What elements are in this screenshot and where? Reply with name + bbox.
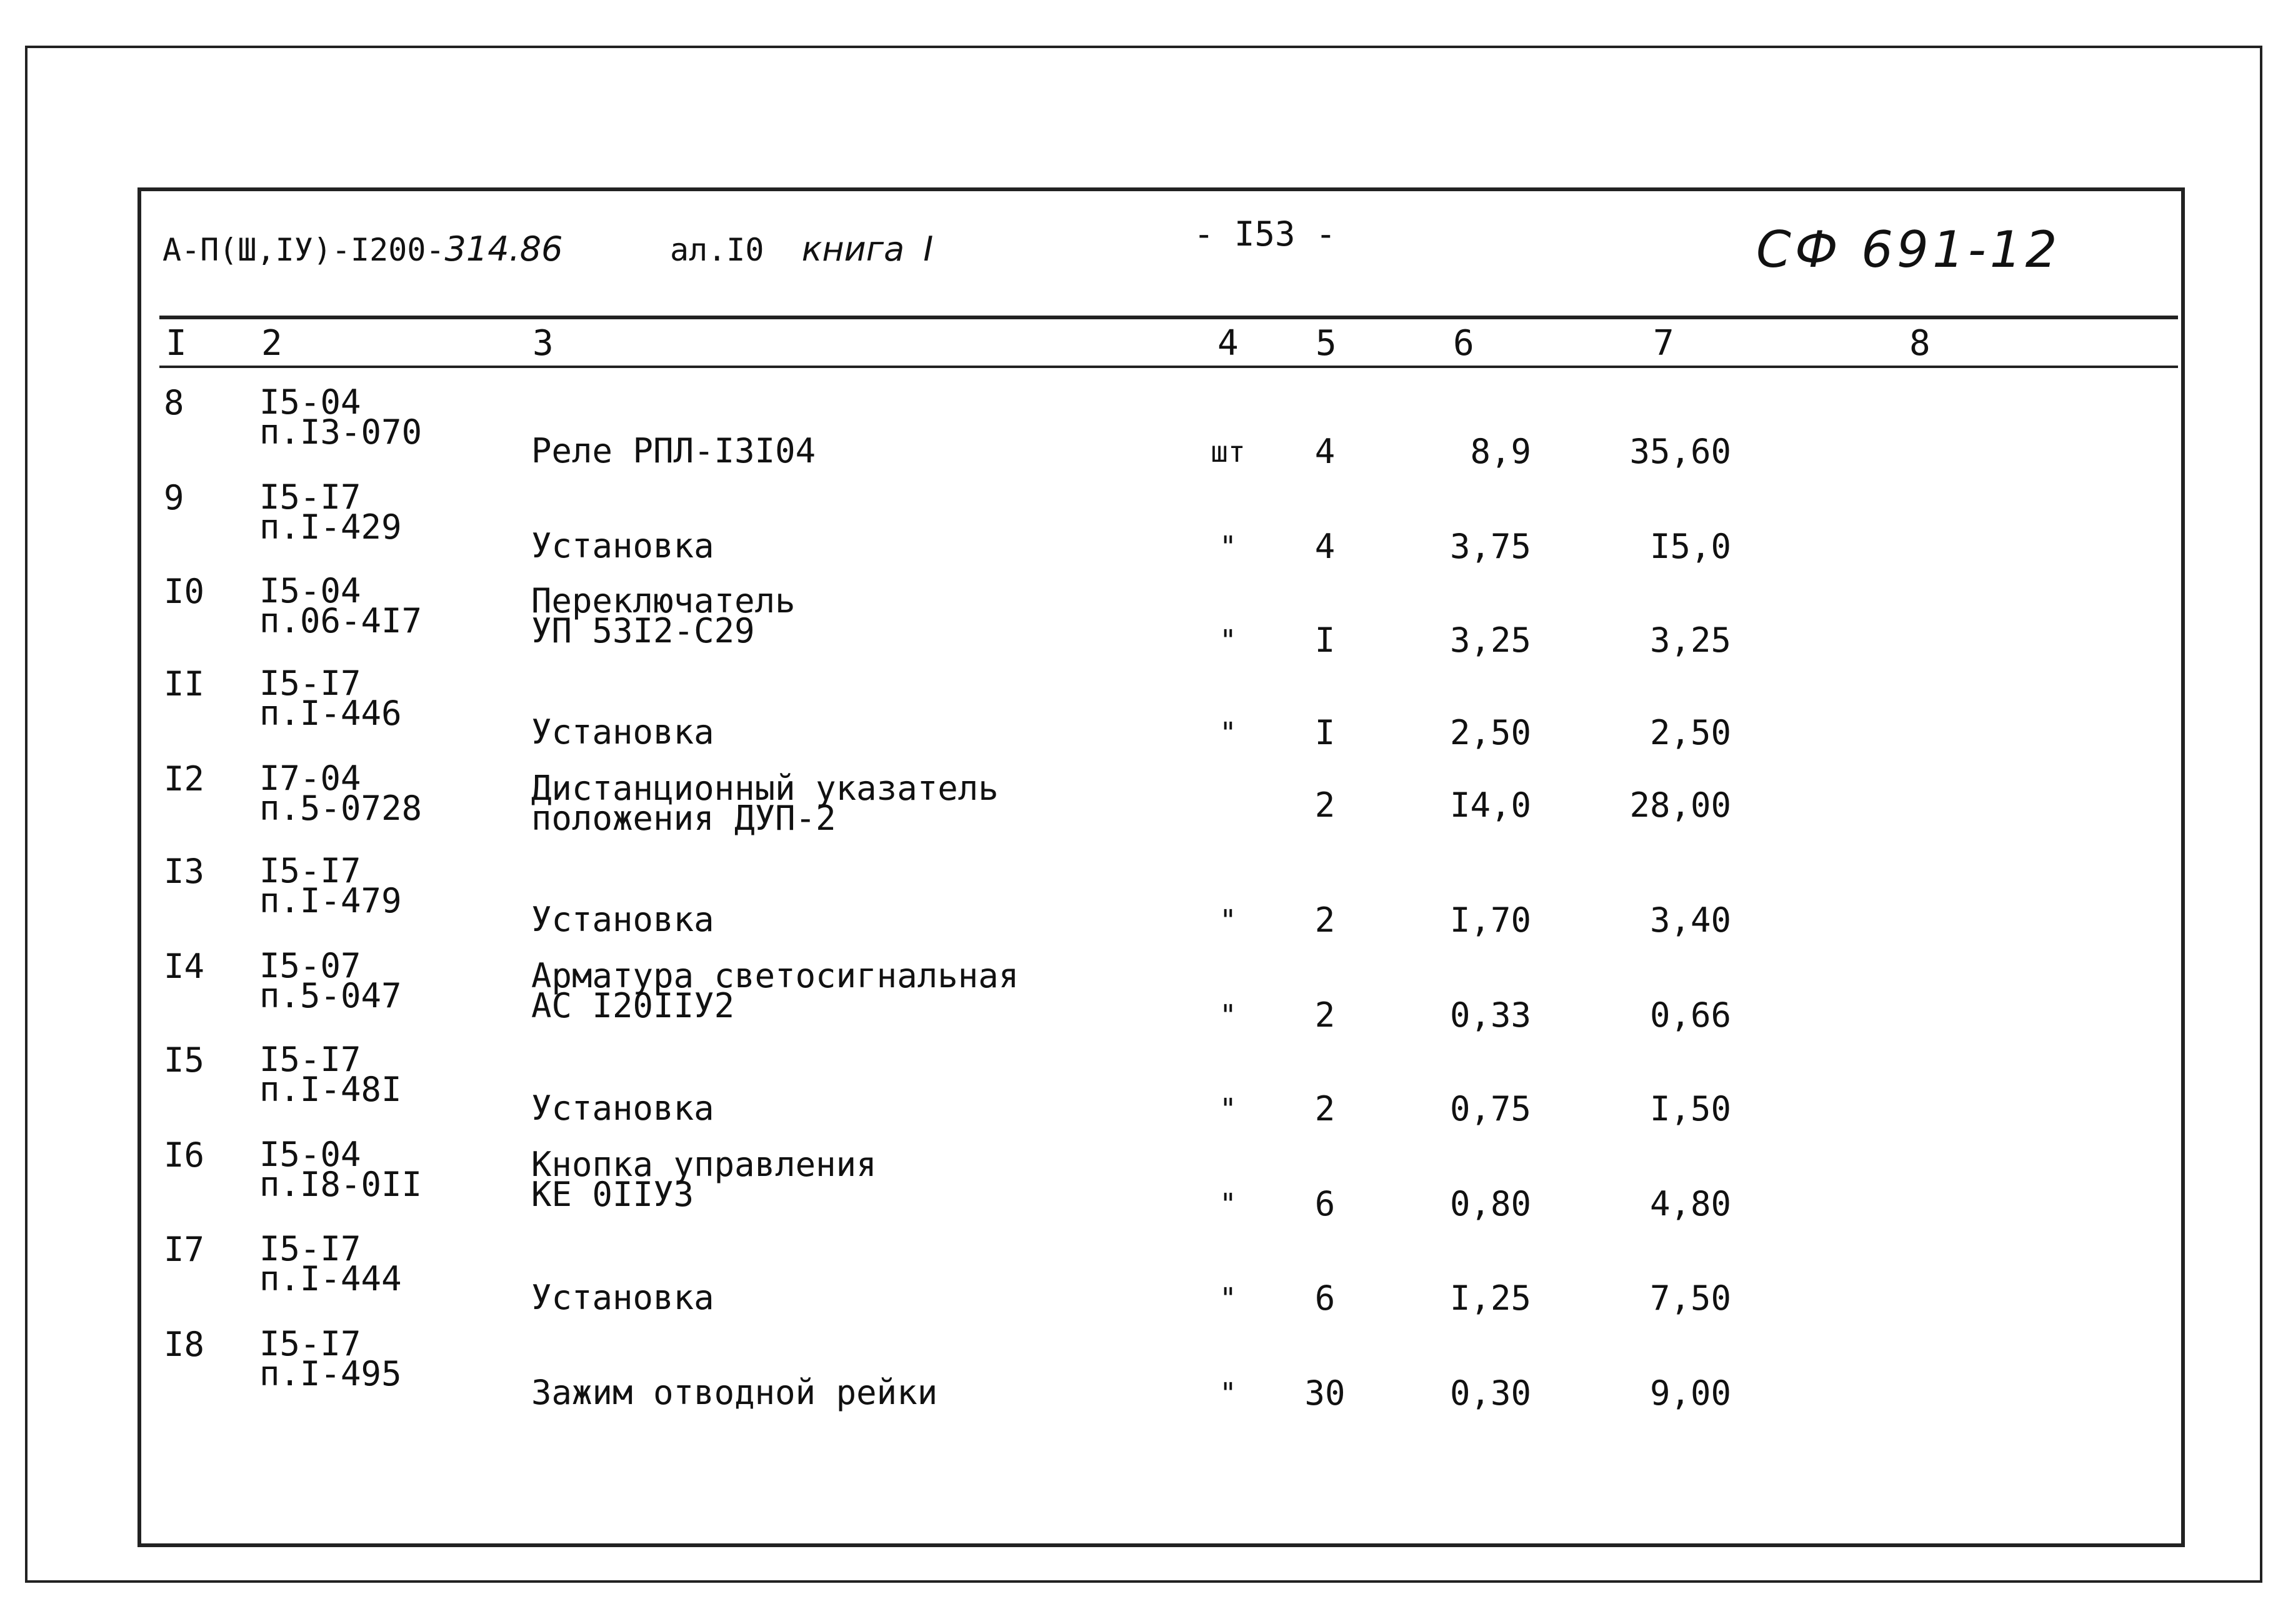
reference-code: I5-I7 xyxy=(259,664,361,703)
item-name: положения ДУП-2 xyxy=(531,799,836,838)
unit-price: 3,25 xyxy=(1449,620,1531,660)
unit-price: 8,9 xyxy=(1470,432,1531,471)
total-cost: 0,66 xyxy=(1649,995,1731,1035)
column-number: 7 xyxy=(1653,323,1674,364)
unit: " xyxy=(1219,716,1237,750)
total-cost: 2,50 xyxy=(1649,713,1731,752)
unit-price: 0,30 xyxy=(1449,1373,1531,1413)
item-name: АС I20IIУ2 xyxy=(531,986,735,1025)
item-name: Кнопка управления xyxy=(531,1145,877,1184)
unit: шт xyxy=(1211,435,1246,469)
unit-price: 0,80 xyxy=(1449,1184,1531,1223)
reference-code: I5-04 xyxy=(259,571,361,610)
column-number: I xyxy=(166,323,187,364)
quantity: 2 xyxy=(1314,785,1336,825)
column-number: 4 xyxy=(1217,323,1239,364)
quantity: 4 xyxy=(1314,527,1336,566)
reference-code: I5-I7 xyxy=(259,1324,361,1363)
row-number: I8 xyxy=(164,1325,205,1364)
unit: " xyxy=(1219,904,1237,937)
unit-price: 0,75 xyxy=(1449,1089,1531,1128)
unit: " xyxy=(1219,1282,1237,1315)
reference-code: I5-04 xyxy=(259,382,361,422)
item-name: Установка xyxy=(531,712,714,752)
unit: " xyxy=(1219,999,1237,1032)
item-name: Установка xyxy=(531,1278,714,1317)
reference-code: I7-04 xyxy=(259,759,361,798)
table-header-rule xyxy=(159,366,2178,368)
row-number: II xyxy=(164,664,205,704)
total-cost: 9,00 xyxy=(1649,1373,1731,1413)
total-cost: 28,00 xyxy=(1629,785,1731,825)
unit-price: I,25 xyxy=(1449,1278,1531,1318)
item-name: Установка xyxy=(531,900,714,939)
row-number: I3 xyxy=(164,852,205,891)
unit: " xyxy=(1219,624,1237,657)
unit-price: I4,0 xyxy=(1449,785,1531,825)
reference-code: I5-I7 xyxy=(259,1229,361,1268)
total-cost: I,50 xyxy=(1649,1089,1731,1128)
total-cost: I5,0 xyxy=(1649,527,1731,566)
reference-code: I5-I7 xyxy=(259,851,361,890)
column-number: 3 xyxy=(532,323,554,364)
quantity: 2 xyxy=(1314,1089,1336,1128)
item-name: Зажим отводной рейки xyxy=(531,1373,938,1412)
reference-item: п.06-4I7 xyxy=(259,601,422,640)
total-cost: 3,25 xyxy=(1649,620,1731,660)
quantity: I xyxy=(1314,620,1336,660)
item-name: Реле РПЛ-I3I04 xyxy=(531,431,816,471)
item-name: Дистанционный указатель xyxy=(531,769,999,808)
unit: " xyxy=(1219,530,1237,564)
reference-code: I5-I7 xyxy=(259,1040,361,1079)
reference-item: п.I-429 xyxy=(259,507,402,547)
item-name: Установка xyxy=(531,526,714,565)
item-name: УП 53I2-С29 xyxy=(531,611,755,650)
document-code-handwritten: 314.86 xyxy=(444,229,563,269)
reference-item: п.I3-070 xyxy=(259,412,422,452)
page-number: - I53 - xyxy=(1194,214,1336,254)
total-cost: 4,80 xyxy=(1649,1184,1731,1223)
column-number: 6 xyxy=(1453,323,1474,364)
row-number: I4 xyxy=(164,947,205,986)
reference-item: п.I-479 xyxy=(259,881,402,920)
unit-price: 2,50 xyxy=(1449,713,1531,752)
sheet-info: ал.I0 книга I xyxy=(670,229,934,269)
unit: " xyxy=(1219,1092,1237,1126)
reference-item: п.5-047 xyxy=(259,976,402,1015)
quantity: 6 xyxy=(1314,1184,1336,1223)
item-name: Переключатель xyxy=(531,581,796,620)
column-number: 2 xyxy=(261,323,282,364)
item-name: Арматура светосигнальная xyxy=(531,956,1019,995)
quantity: I xyxy=(1314,713,1336,752)
row-number: 9 xyxy=(164,478,184,517)
quantity: 2 xyxy=(1314,900,1336,940)
document-frame xyxy=(137,187,2185,1547)
quantity: 6 xyxy=(1314,1278,1336,1318)
table-top-rule xyxy=(159,316,2178,319)
quantity: 30 xyxy=(1304,1373,1346,1413)
reference-item: п.I8-0II xyxy=(259,1165,422,1204)
column-number: 5 xyxy=(1316,323,1337,364)
row-number: I5 xyxy=(164,1040,205,1080)
reference-code: I5-07 xyxy=(259,946,361,985)
reference-code: I5-I7 xyxy=(259,477,361,517)
unit: " xyxy=(1219,1377,1237,1410)
reference-item: п.I-495 xyxy=(259,1354,402,1393)
document-code: А-П(Ш,IУ)-I200-314.86 xyxy=(162,229,563,269)
row-number: I7 xyxy=(164,1230,205,1269)
reference-item: п.I-444 xyxy=(259,1259,402,1298)
reference-item: п.5-0728 xyxy=(259,789,422,828)
reference-code: I5-04 xyxy=(259,1135,361,1174)
unit-price: I,70 xyxy=(1449,900,1531,940)
total-cost: 3,40 xyxy=(1649,900,1731,940)
total-cost: 7,50 xyxy=(1649,1278,1731,1318)
unit-price: 0,33 xyxy=(1449,995,1531,1035)
row-number: I6 xyxy=(164,1135,205,1175)
unit-price: 3,75 xyxy=(1449,527,1531,566)
row-number: I2 xyxy=(164,759,205,799)
total-cost: 35,60 xyxy=(1629,432,1731,471)
quantity: 2 xyxy=(1314,995,1336,1035)
quantity: 4 xyxy=(1314,432,1336,471)
reference-item: п.I-48I xyxy=(259,1070,402,1109)
item-name: КЕ 0IIУ3 xyxy=(531,1175,694,1214)
archive-code: СФ 691-12 xyxy=(1756,221,2061,279)
row-number: I0 xyxy=(164,572,205,611)
item-name: Установка xyxy=(531,1088,714,1128)
column-number: 8 xyxy=(1909,323,1931,364)
row-number: 8 xyxy=(164,383,184,422)
reference-item: п.I-446 xyxy=(259,694,402,733)
unit: " xyxy=(1219,1187,1237,1221)
